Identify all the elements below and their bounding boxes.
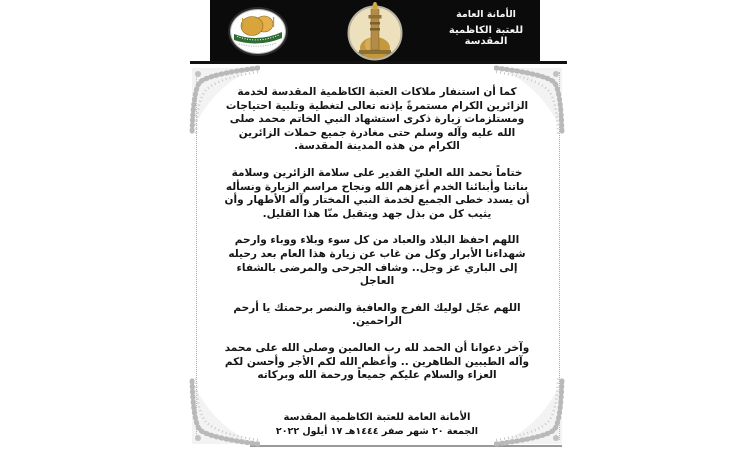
paragraph-1: كما أن استنفار ملاكات العتبة الكاظمية المقدسة لخدمة الزائرين الكرام مستمرةً بإذنه تعالى لتغطية وتلبية احتياجات ومستلزمات زيارة ذكرى استشهاد النبي الخاتم محمد صلى الله عليه وآله وسلم حتى مغادرة جميع حملات الزائرين الكرام من هذه المدينة المقدسة.: [225, 86, 529, 153]
paragraph-4: اللهم عجّل لوليك الفرج والعافية والنصر برحمتك يا أرحم الراحمين.: [233, 301, 521, 328]
shrine-dome-minaret-emblem-icon: [346, 2, 404, 61]
calligraphy-line1: الأمانة العامة: [456, 9, 516, 20]
golden-domes-graphic: [231, 10, 285, 53]
header-band: [210, 0, 540, 61]
paragraph-3: اللهم احفظ البلاد والعباد من كل سوء وبلاء ووباء وارحم شهداءنا الأبرار وكل من غاب عن زيارة هذا العام بعد رحيله إلى الباري عز وجل.. وشاف الجرحى والمرضى بالشفاء العاجل: [228, 234, 526, 288]
statement-body: [210, 86, 544, 396]
kadhimiya-golden-domes-emblem-icon: [230, 9, 286, 54]
calligraphy-line2: للعتبة الكاظمية المقدسة: [448, 25, 524, 47]
header-calligraphy: [436, 9, 536, 47]
paragraph-2: ختاماً نحمد الله العليّ القدير على سلامة الزائرين وسلامة بناتنا وأبنائنا الخدم أعزهم الله ونجاح مراسم الزيارة ونسأله أن يسدد خطى الجميع لخدمة النبي المختار وآله الأطهار وأن يثيب كل من بذل جهد ويتقبل منّا هذا القليل.: [224, 166, 530, 220]
statement-date: الجمعة ٢٠ شهر صفر ١٤٤٤هـ ١٧ أيلول ٢٠٢٢: [275, 426, 479, 437]
statement-footer: [210, 412, 544, 437]
paragraph-5: وآخر دعوانا أن الحمد لله رب العالمين وصلى الله على محمد وآله الطيبين الطاهرين .. وأعظم الله لكم الأجر وأحسن لكم العزاء والسلام عليكم جميعاً ورحمة الله وبركاته: [224, 341, 530, 382]
issuing-organization: الأمانة العامة للعتبة الكاظمية المقدسة: [283, 412, 471, 423]
shrine-graphic: [346, 2, 404, 61]
